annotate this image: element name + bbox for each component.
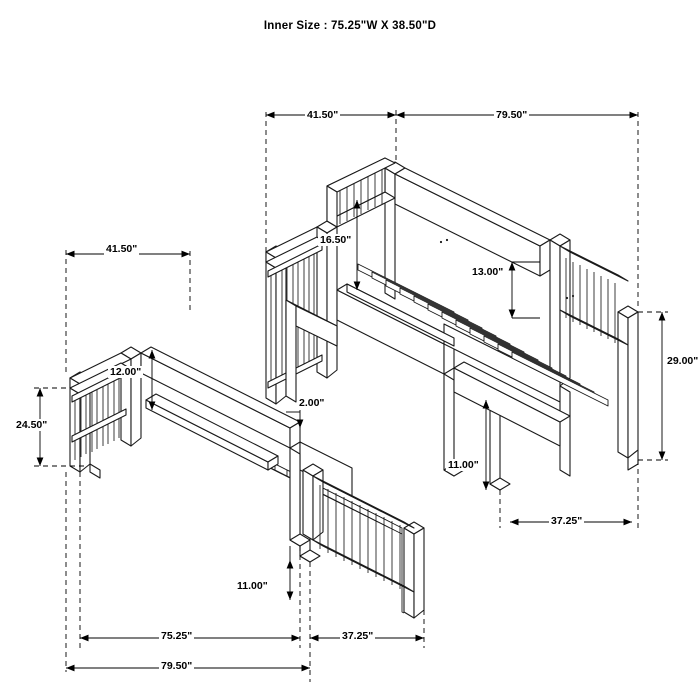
dim-label-lower-slat-thickness: 2.00"	[299, 397, 325, 409]
dim-label-lower-overall-length: 79.50"	[161, 660, 193, 672]
dim-label-upper-headboard-width: 41.50"	[307, 109, 339, 121]
dim-label-lower-headboard-width: 41.50"	[106, 243, 138, 255]
dim-label-lower-mattress-length: 75.25"	[161, 630, 193, 642]
dim-label-upper-leg-clearance: 11.00"	[448, 459, 479, 471]
dim-label-lower-leg-clearance: 11.00"	[237, 580, 268, 592]
dim-label-upper-rail-height: 16.50"	[320, 234, 352, 246]
dim-label-lower-overall-height: 24.50"	[16, 419, 48, 431]
lower-bed-drawing	[70, 347, 424, 618]
page-title: Inner Size : 75.25"W X 38.50"D	[263, 20, 437, 32]
dim-label-upper-length: 79.50"	[496, 109, 528, 121]
dim-label-upper-rail-gap: 13.00"	[472, 266, 504, 278]
dim-label-upper-overall-height: 29.00"	[667, 355, 699, 367]
upper-bed-drawing	[266, 158, 638, 490]
dim-label-lower-footboard-width: 37.25"	[342, 630, 374, 642]
dim-label-lower-rail-height: 12.00"	[110, 366, 142, 378]
dim-label-upper-footboard-width: 37.25"	[551, 515, 583, 527]
